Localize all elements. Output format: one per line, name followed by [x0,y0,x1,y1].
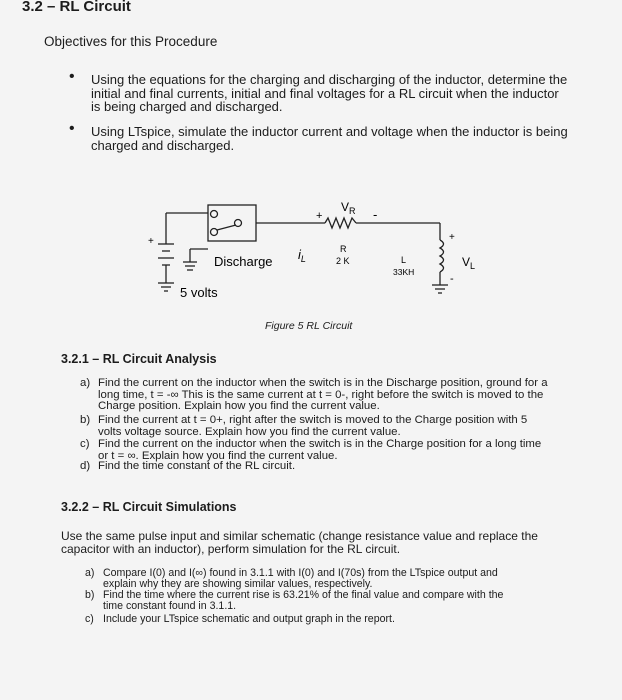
item-line: time constant found in 3.1.1. [103,600,237,612]
list-item [85,613,395,625]
item-label: b) [80,414,91,426]
current-label: $i_L$ [298,247,306,264]
inductor-label: L [401,255,407,265]
objective-text: Using LTspice, simulate the inductor current and voltage when the inductor is being charged and discharged. [91,124,568,153]
source-label: 5 volts [180,285,218,300]
item-line: Include your LTspice schematic and output graph in the report. [103,613,395,625]
list-item [80,377,548,413]
item-line: Charge position. Explain how you find the current value. [98,400,380,413]
intro-line: capacitor with an inductor), perform simulation for the RL circuit. [61,541,401,556]
item-line: Find the current on the inductor when the switch is in the Discharge position, ground for a [98,377,548,389]
section-title: 3.2 – RL Circuit [22,0,131,15]
battery-plus-sign: + [148,236,154,247]
list-item [80,414,528,438]
item-line: volts voltage source. Explain how you find the current value. [98,425,401,438]
vl-label: $V_L$ [462,255,476,271]
vr-plus-sign: + [316,210,323,222]
vl-minus-sign: - [450,273,454,285]
resistor-value: 2 K [336,256,350,266]
intro-line: Use the same pulse input and similar schematic (change resistance value and replace the [61,529,538,543]
item-label: a) [80,377,91,389]
item-label: c) [85,613,94,625]
item-line: long time, t = -∞ This is the same current at t = 0-, right before the switch is moved to the [98,388,544,401]
item-line: Find the current on the inductor when the switch is in the Charge position for a long time [98,438,542,450]
rl-circuit-diagram [0,0,622,340]
resistor-label: R [340,244,347,254]
vl-plus-sign: + [449,232,455,243]
list-item [85,567,498,590]
inductor-value: 33KH [393,267,415,277]
item-line: Compare I(0) and I(∞) found in 3.1.1 with I(0) and I(70s) from the LTspice output and [103,567,498,579]
vr-minus-sign: - [373,207,378,222]
item-label: d) [80,460,91,472]
item-line: Find the time where the current rise is 63.21% of the final value and compare with the [103,589,504,601]
simulations-heading: 3.2.2 – RL Circuit Simulations [61,500,237,514]
item-line: Find the time constant of the RL circuit. [98,460,296,472]
item-line: Find the current at t = 0+, right after the switch is moved to the Charge position with 5 [98,414,528,426]
simulations-intro [61,530,541,555]
item-label: a) [85,567,95,579]
bullet-icon: • [69,120,75,137]
item-line: or t = ∞. Explain how you find the current value. [98,449,338,462]
vr-label: $V_R$ [341,200,356,216]
figure-caption: Figure 5 RL Circuit [265,320,353,332]
list-item [80,438,542,462]
list-item [85,589,504,612]
objective-text: Using the equations for the charging and discharging of the inductor, determine the initial and final currents, initial and final voltages for a RL circuit when the inductor is being charged and discharged. [91,72,568,114]
analysis-heading: 3.2.1 – RL Circuit Analysis [61,352,217,366]
objectives-heading: Objectives for this Procedure [44,34,218,49]
discharge-label: Discharge [214,254,273,269]
item-line: explain why they are showing similar values, respectively. [103,578,373,590]
item-label: c) [80,438,90,450]
item-label: b) [85,589,95,601]
bullet-icon: • [69,68,75,85]
list-item [80,460,296,473]
